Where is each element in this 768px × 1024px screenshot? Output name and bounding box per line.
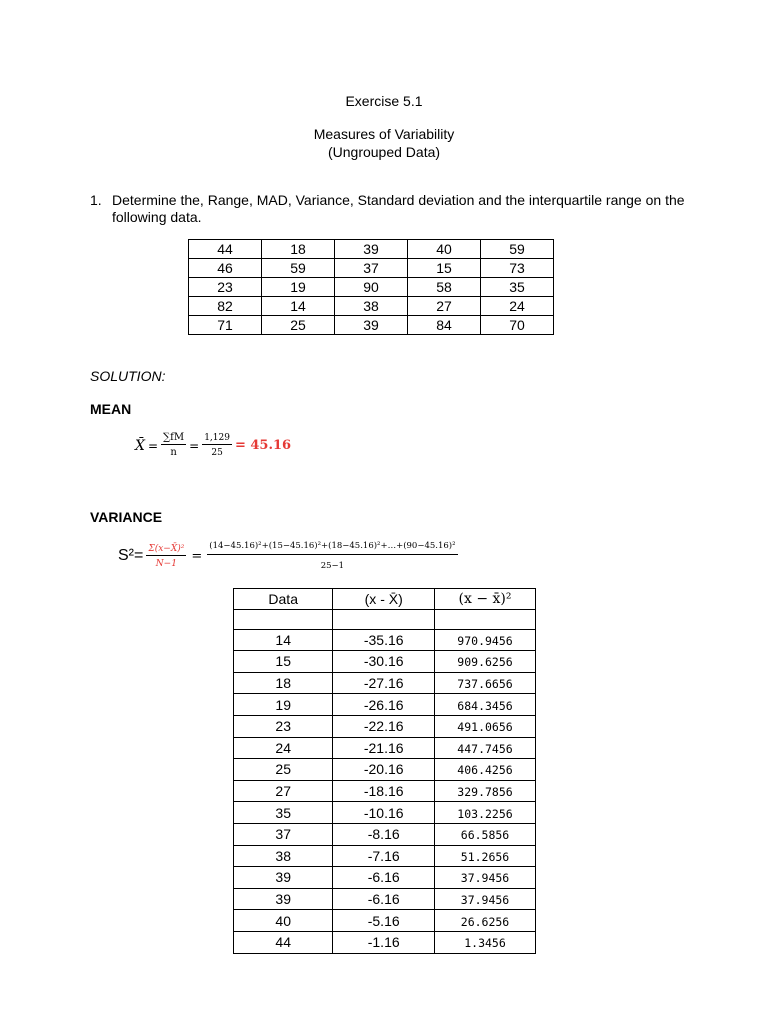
variance-formula-numerator: Σ(x−X̄)²	[148, 543, 185, 554]
table-row	[234, 910, 536, 932]
squared-deviation-cell: 329.7856	[435, 780, 536, 802]
mean-fraction-numerator: ∑fM	[163, 432, 185, 443]
deviation-cell: -6.16	[333, 888, 435, 910]
variance-expansion-numerator: (14−45.16)²+(15−45.16)²+(18−45.16)²+…+(90−45.16)²	[207, 540, 457, 555]
table-row	[234, 759, 536, 781]
squared-deviation-cell: 406.4256	[435, 759, 536, 781]
data-value-cell: 15	[234, 651, 333, 673]
table-row	[234, 802, 536, 824]
given-data-row	[189, 297, 554, 316]
given-data-cell: 84	[408, 316, 481, 335]
deviation-cell: -35.16	[333, 629, 435, 651]
squared-deviation-cell: 103.2256	[435, 802, 536, 824]
mean-value-fraction	[202, 432, 232, 459]
data-value-cell: 25	[234, 759, 333, 781]
deviation-cell: -30.16	[333, 651, 435, 673]
deviation-cell: -5.16	[333, 910, 435, 932]
squared-deviation-cell: 447.7456	[435, 737, 536, 759]
blank-cell	[435, 610, 536, 630]
given-data-cell: 90	[335, 278, 408, 297]
data-value-cell: 39	[234, 888, 333, 910]
squared-deviation-cell: 37.9456	[435, 888, 536, 910]
data-value-cell: 27	[234, 780, 333, 802]
squared-deviation-cell: 66.5856	[435, 823, 536, 845]
data-value-cell: 44	[234, 931, 333, 953]
table-row	[234, 694, 536, 716]
mean-equals-1: =	[147, 438, 159, 453]
variance-formula-fraction	[146, 543, 186, 570]
table-row	[234, 715, 536, 737]
variance-formula-denominator: N−1	[155, 558, 177, 569]
deviation-cell: -20.16	[333, 759, 435, 781]
given-data-cell: 14	[262, 297, 335, 316]
table-row	[234, 629, 536, 651]
blank-cell	[333, 610, 435, 630]
given-data-cell: 40	[408, 240, 481, 259]
table-row	[234, 845, 536, 867]
given-data-cell: 46	[189, 259, 262, 278]
question-line-1: Determine the, Range, MAD, Variance, Standard deviation and the interquartile range on the	[112, 192, 685, 208]
given-data-cell: 37	[335, 259, 408, 278]
given-data-cell: 44	[189, 240, 262, 259]
data-value-cell: 24	[234, 737, 333, 759]
deviation-cell: -18.16	[333, 780, 435, 802]
given-data-cell: 39	[335, 240, 408, 259]
data-value-cell: 39	[234, 867, 333, 889]
variance-table-header-row	[234, 589, 536, 610]
given-data-cell: 73	[481, 259, 554, 278]
mean-formula	[135, 432, 291, 459]
squared-deviation-cell: 684.3456	[435, 694, 536, 716]
given-data-cell: 15	[408, 259, 481, 278]
given-data-cell: 39	[335, 316, 408, 335]
given-data-cell: 35	[481, 278, 554, 297]
data-value-cell: 40	[234, 910, 333, 932]
given-data-cell: 59	[481, 240, 554, 259]
data-value-cell: 23	[234, 715, 333, 737]
given-data-cell: 82	[189, 297, 262, 316]
table-row	[234, 823, 536, 845]
given-data-row	[189, 240, 554, 259]
data-value-cell: 38	[234, 845, 333, 867]
column-header-deviation: (x - X̄)	[333, 589, 435, 610]
given-data-cell: 71	[189, 316, 262, 335]
deviation-cell: -1.16	[333, 931, 435, 953]
question-text	[112, 192, 712, 226]
squared-deviation-cell: 1.3456	[435, 931, 536, 953]
squared-deviation-cell: 491.0656	[435, 715, 536, 737]
given-data-cell: 58	[408, 278, 481, 297]
variance-equals: =	[191, 548, 203, 564]
mean-equals-2: =	[189, 438, 200, 453]
given-data-table	[188, 239, 554, 335]
exercise-title: Exercise 5.1	[345, 93, 423, 109]
mean-value-denominator: 25	[211, 448, 223, 458]
squared-deviation-cell: 37.9456	[435, 867, 536, 889]
deviation-cell: -26.16	[333, 694, 435, 716]
given-data-cell: 24	[481, 297, 554, 316]
column-header-squared-deviation: (x − x̄)²	[435, 589, 536, 610]
data-value-cell: 18	[234, 672, 333, 694]
deviation-cell: -6.16	[333, 867, 435, 889]
mean-fraction-denominator: n	[170, 447, 177, 458]
given-data-cell: 25	[262, 316, 335, 335]
data-value-cell: 19	[234, 694, 333, 716]
variance-table	[233, 588, 536, 954]
data-value-cell: 37	[234, 823, 333, 845]
squared-deviation-cell: 909.6256	[435, 651, 536, 673]
deviation-cell: -8.16	[333, 823, 435, 845]
squared-deviation-cell: 26.6256	[435, 910, 536, 932]
variance-heading: VARIANCE	[90, 509, 163, 525]
table-row	[234, 867, 536, 889]
given-data-row	[189, 259, 554, 278]
given-data-cell: 70	[481, 316, 554, 335]
given-data-row	[189, 316, 554, 335]
question-number: 1.	[90, 192, 102, 208]
variance-expansion-fraction	[207, 540, 457, 572]
table-row	[234, 651, 536, 673]
question-line-2: following data.	[112, 209, 202, 225]
squared-deviation-cell: 51.2656	[435, 845, 536, 867]
given-data-cell: 59	[262, 259, 335, 278]
given-data-cell: 27	[408, 297, 481, 316]
mean-fraction	[161, 432, 186, 459]
table-row	[234, 931, 536, 953]
variance-lhs: S²=	[118, 547, 144, 564]
table-row	[234, 780, 536, 802]
column-header-data: Data	[234, 589, 333, 610]
mean-heading: MEAN	[90, 401, 132, 417]
table-row	[234, 672, 536, 694]
given-data-cell: 18	[262, 240, 335, 259]
variance-table-blank-row	[234, 610, 536, 630]
variance-formula	[118, 540, 458, 572]
squared-deviation-cell: 970.9456	[435, 629, 536, 651]
squared-deviation-cell: 737.6656	[435, 672, 536, 694]
table-row	[234, 737, 536, 759]
mean-result: = 45.16	[234, 438, 292, 453]
data-value-cell: 14	[234, 629, 333, 651]
given-data-cell: 23	[189, 278, 262, 297]
table-row	[234, 888, 536, 910]
blank-cell	[234, 610, 333, 630]
variance-expansion-denominator: 25−1	[320, 561, 345, 571]
page-title: Measures of Variability	[313, 126, 455, 142]
solution-label: SOLUTION:	[90, 368, 166, 384]
deviation-cell: -21.16	[333, 737, 435, 759]
deviation-cell: -10.16	[333, 802, 435, 824]
given-data-cell: 38	[335, 297, 408, 316]
data-value-cell: 35	[234, 802, 333, 824]
deviation-cell: -22.16	[333, 715, 435, 737]
deviation-cell: -7.16	[333, 845, 435, 867]
deviation-cell: -27.16	[333, 672, 435, 694]
mean-symbol: X̄	[135, 437, 145, 454]
mean-value-numerator: 1,129	[204, 433, 230, 443]
page-subtitle: (Ungrouped Data)	[327, 144, 441, 160]
given-data-cell: 19	[262, 278, 335, 297]
given-data-row	[189, 278, 554, 297]
